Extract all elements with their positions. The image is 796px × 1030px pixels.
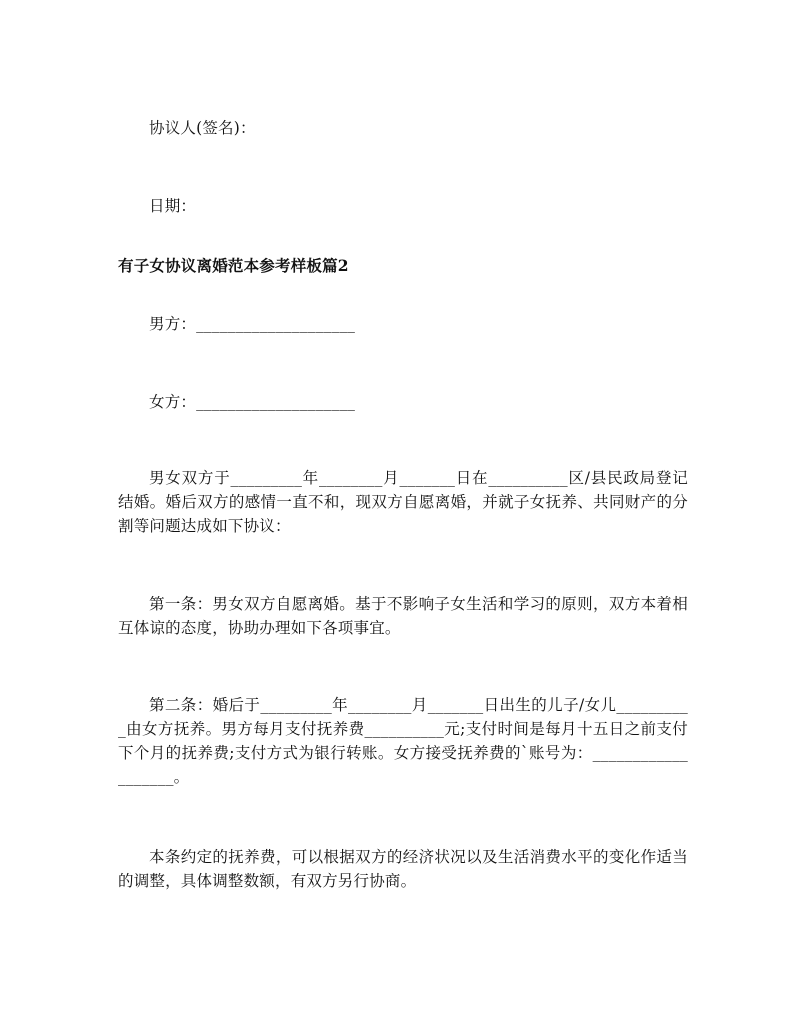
paragraph-article-one: 第一条：男女双方自愿离婚。基于不影响子女生活和学习的原则，双方本着相互体谅的态度，协助办理如下各项事宜。 [118, 595, 688, 637]
paragraph-article-two: 第二条：婚后于_________年________月_______日出生的儿子/女儿__________由女方抚养。男方每月支付抚养费__________元;支付时间是每月十五日之前支付下个月的抚养费;支付方式为银行转账。女方接受抚养费的`账号为：___________________。 [118, 696, 688, 786]
paragraph-support-adjustment: 本条约定的抚养费，可以根据双方的经济状况以及生活消费水平的变化作适当的调整，具体调整数额，有双方另行协商。 [118, 848, 688, 890]
date-label: 日期： [149, 197, 197, 215]
paragraph-marriage-statement: 男女双方于_________年________月_______日在__________区/县民政局登记结婚。婚后双方的感情一直不和，现双方自愿离婚，并就子女抚养、共同财产的分割等问题达成如下协议： [118, 469, 688, 535]
document-page [118, 0, 688, 1030]
section-heading: 有子女协议离婚范本参考样板篇2 [118, 256, 349, 275]
female-party-field: 女方：____________________ [149, 393, 356, 411]
signature-label: 协议人(签名)： [149, 119, 256, 137]
male-party-field: 男方：____________________ [149, 315, 356, 333]
